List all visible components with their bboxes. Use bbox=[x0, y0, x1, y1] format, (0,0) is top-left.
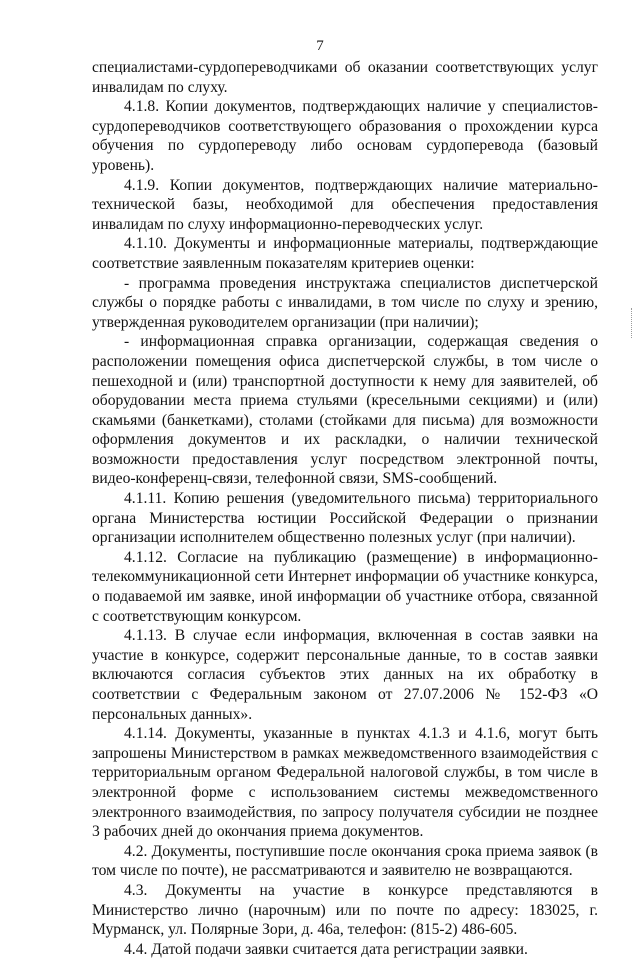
paragraph-continuation: специалистами-сурдопереводчиками об оказании соответствующих услуг инвалидам по слуху. bbox=[92, 59, 598, 96]
scan-edge-mark bbox=[631, 308, 634, 338]
paragraph-4-1-8: 4.1.8. Копии документов, подтверждающих наличие у специалистов-сурдопереводчиков соответствующего образования о прохождении курса обучения по сурдопереводу либо основам сурдоперевода (базовый уровень). bbox=[92, 98, 598, 174]
list-item-info-reference: - информационная справка организации, содержащая сведения о расположении помещения офиса диспетчерской службы, в том числе о пешеходной и (или) транспортной доступности к нему для заявителей, об оборудовании места приема стульями (кресельными секциями) и (или) скамьями (банкетками), столами (стойками для письма) для возможности оформления документов и их раскладки, о наличии технической возможности предоставления услуг посредством электронной почты, видео-конференц-связи, телефонной связи, SMS-сообщений. bbox=[92, 333, 598, 488]
paragraph-4-3: 4.3. Документы на участие в конкурсе представляются в Министерство лично (нарочным) или по почте по адресу: 183025, г. Мурманск, ул. Полярные Зори, д. 46а, телефон: (815-2) 486-605. bbox=[92, 881, 598, 939]
paragraph-4-1-11: 4.1.11. Копию решения (уведомительного письма) территориального органа Министерства юстиции Российской Федерации о признании организации исполнителем общественно полезных услуг (при наличии). bbox=[92, 490, 598, 547]
paragraph-4-1-9: 4.1.9. Копии документов, подтверждающих наличие материально-технической базы, необходимой для обеспечения предоставления инвалидам по слуху информационно-переводческих услуг. bbox=[92, 176, 598, 233]
paragraph-4-1-10: 4.1.10. Документы и информационные материалы, подтверждающие соответствие заявленным показателям критериев оценки: bbox=[92, 235, 598, 272]
page-number: 7 bbox=[316, 38, 324, 54]
paragraph-4-4: 4.4. Датой подачи заявки считается дата регистрации заявки. bbox=[124, 940, 528, 958]
paragraph-4-1-14: 4.1.14. Документы, указанные в пунктах 4.1.3 и 4.1.6, могут быть запрошены Министерством в рамках межведомственного взаимодействия с территориальным органом Федеральной налоговой службы, в том числе в электронной форме с использованием системы межведомственного электронного взаимодействия, по запросу получателя субсидии не позднее 3 рабочих дней до окончания приема документов. bbox=[92, 725, 598, 841]
list-item-instruction-program: - программа проведения инструктажа специалистов диспетчерской службы о порядке работы с инвалидами, в том числе по слуху и зрению, утвержденная руководителем организации (при наличии); bbox=[92, 274, 598, 331]
paragraph-4-1-12: 4.1.12. Согласие на публикацию (размещение) в информационно-телекоммуникационной сети Интернет информации об участнике конкурса, о подаваемой им заявке, иной информации об участнике отбора, связанной с соответствующим конкурсом. bbox=[92, 548, 598, 625]
paragraph-4-2: 4.2. Документы, поступившие после окончания срока приема заявок (в том числе по почте), не рассматриваются и заявителю не возвращаются. bbox=[92, 842, 598, 880]
document-text bbox=[92, 58, 598, 959]
paragraph-4-1-13: 4.1.13. В случае если информация, включенная в состав заявки на участие в конкурсе, содержит персональные данные, то в состав заявки включаются согласия субъектов этих данных на их обработку в соответствии с Федеральным законом от 27.07.2006 № 152-ФЗ «О персональных данных». bbox=[92, 627, 598, 723]
